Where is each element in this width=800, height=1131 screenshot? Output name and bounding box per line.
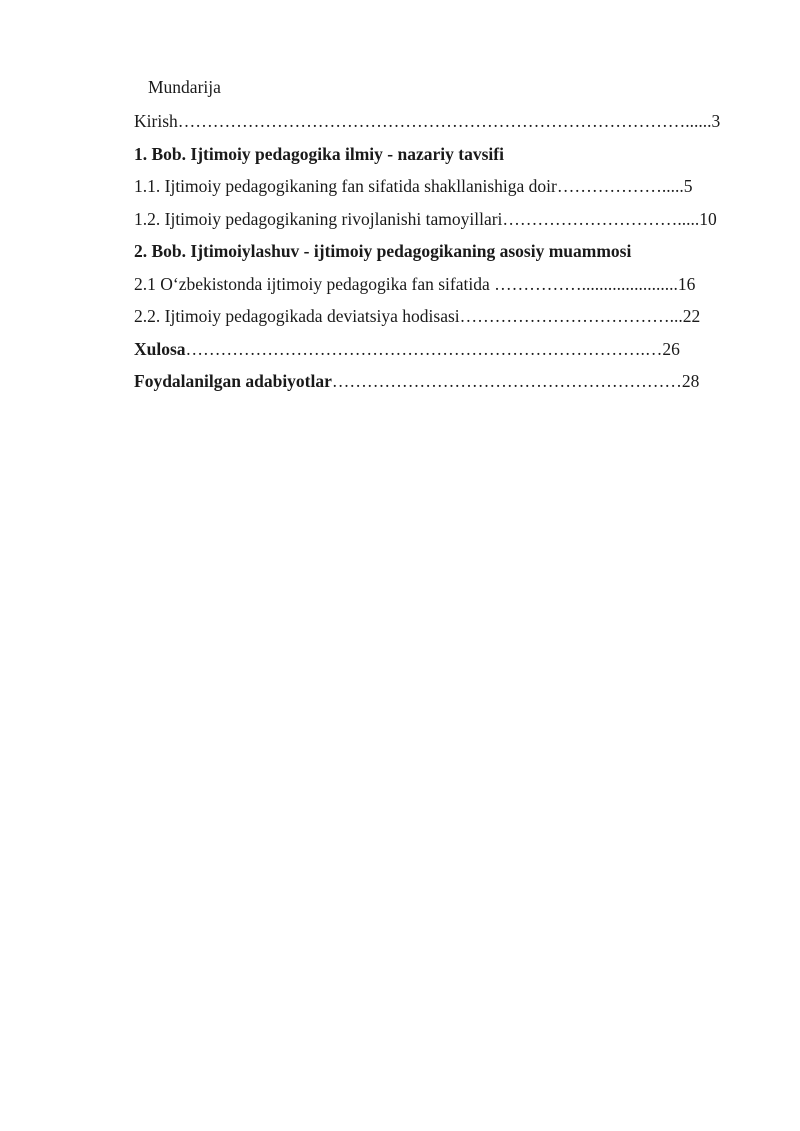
toc-chapter-2-heading <box>134 240 742 273</box>
toc-entry-text: 1.1. Ijtimoiy pedagogikaning fan sifatida shakllanishiga doir……………….....5 <box>134 176 693 196</box>
toc-entry-2-2 <box>134 305 742 338</box>
toc-entry-text: 2.1 O‘zbekistonda ijtimoiy pedagogika fan sifatida ……………......................16 <box>134 273 696 294</box>
toc-entry-references <box>134 370 742 403</box>
toc-entry-label: Xulosa <box>134 338 186 359</box>
toc-entry-leader: …………………………………………………………………….…26 <box>185 338 680 359</box>
toc-entry-text: 2. Bob. Ijtimoiylashuv - ijtimoiy pedagogikaning asosiy muammosi <box>134 241 632 261</box>
toc-entry-text: Kirish……………………………………………………………………………......3 <box>134 111 721 131</box>
toc-entry-1-2 <box>134 208 742 241</box>
toc-entry-text: 2.2. Ijtimoiy pedagogikada deviatsiya hodisasi………………………………...22 <box>134 306 701 326</box>
toc-entry-label: Foydalanilgan adabiyotlar <box>134 371 332 391</box>
toc-entry-conclusion <box>134 338 742 371</box>
toc-chapter-1-heading <box>134 143 742 176</box>
toc-entry-introduction <box>134 110 742 143</box>
toc-title: Mundarija <box>148 77 221 97</box>
toc-entry-leader: ……………………………………………………28 <box>331 371 700 391</box>
toc-entry-text: 1. Bob. Ijtimoiy pedagogika ilmiy - nazariy tavsifi <box>134 143 504 164</box>
toc-entry-2-1 <box>134 273 742 306</box>
toc-entry-text: 1.2. Ijtimoiy pedagogikaning rivojlanishi tamoyillari………………………….....10 <box>134 208 717 229</box>
table-of-contents <box>134 110 742 403</box>
toc-entry-1-1 <box>134 175 742 208</box>
